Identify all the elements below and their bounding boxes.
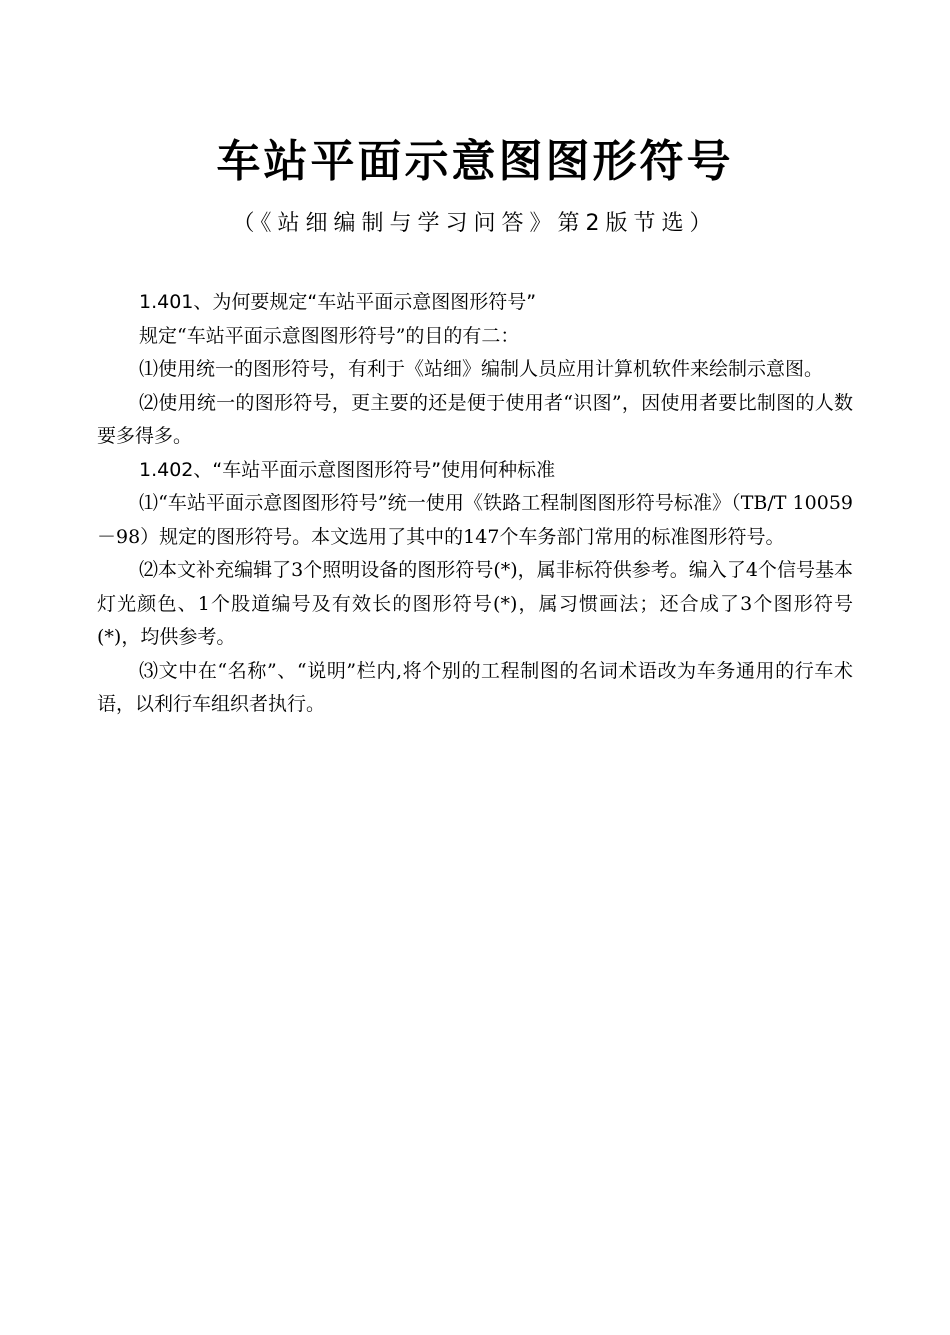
document-body — [97, 286, 853, 722]
paragraph: 规定“车站平面示意图图形符号”的目的有二： — [139, 324, 520, 347]
paragraph: ⑴使用统一的图形符号，有利于《站细》编制人员应用计算机软件来绘制示意图。 — [139, 358, 824, 380]
section-heading-1402: 1.402、“车站平面示意图图形符号”使用何种标准 — [139, 458, 556, 481]
page-subtitle: （《站细编制与学习问答》第2版节选） — [232, 211, 718, 236]
section-heading-1401: 1.401、为何要规定“车站平面示意图图形符号” — [139, 291, 537, 313]
paragraph: ⑶文中在“名称”、“说明”栏内,将个别的工程制图的名词术语改为车务通用的行车术语，以利行车组织者执行。 — [97, 659, 853, 715]
page-title: 车站平面示意图图形符号 — [216, 136, 734, 187]
paragraph: ⑵本文补充编辑了3个照明设备的图形符号(*)，属非标符供参考。编入了4个信号基本灯光颜色、1个股道编号及有效长的图形符号(*)，属习惯画法；还合成了3个图形符号(*)，均供参考。 — [97, 559, 853, 648]
paragraph: ⑴“车站平面示意图图形符号”统一使用《铁路工程制图图形符号标准》（TB/T 10059－98）规定的图形符号。本文选用了其中的147个车务部门常用的标准图形符号。 — [97, 492, 853, 548]
paragraph: ⑵使用统一的图形符号，更主要的还是便于使用者“识图”，因使用者要比制图的人数要多得多。 — [97, 391, 853, 447]
